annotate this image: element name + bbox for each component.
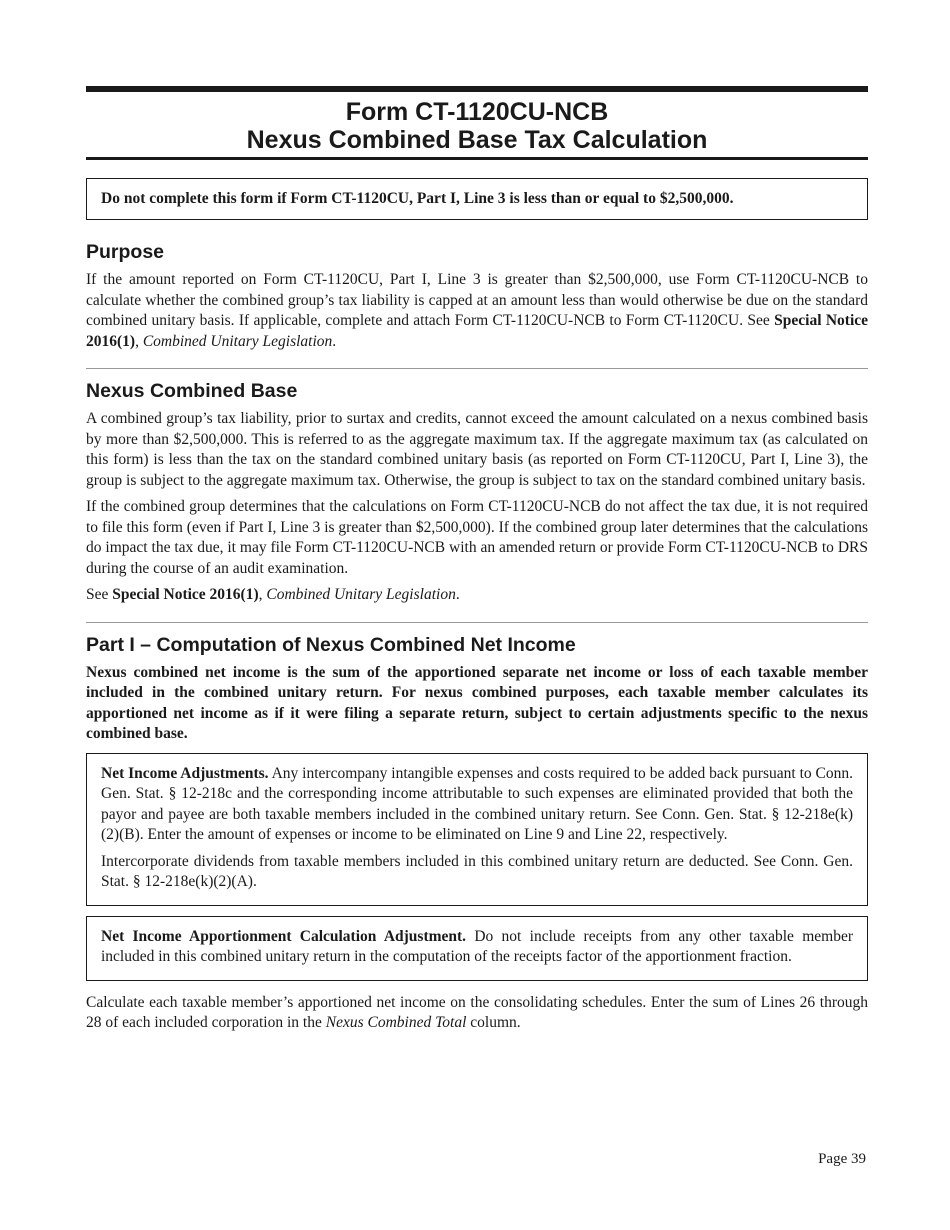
- special-notice-ref: Special Notice 2016(1): [86, 312, 869, 350]
- box1-label: Net Income Adjustments.: [101, 764, 269, 782]
- part1-intro: Nexus combined net income is the sum of the apportioned separate net income or loss of each taxable member included in the combined unitary return. For nexus combined purposes, each taxable member calculates its apportioned net income as if it were filing a separate return, subject to certain adjustments specific to the nexus combined base.: [86, 663, 868, 742]
- title-top-rule: [86, 86, 868, 92]
- box1-para-1: Net Income Adjustments. Any intercompany intangible expenses and costs required to be added back pursuant to Conn. Gen. Stat. § 12-218c and the corresponding income attributable to such expenses are eliminated provided that both the payor and payee are both taxable members included in the combined unitary return. See Conn. Gen. Stat. § 12-218e(k)(2)(B). Enter the amount of expenses or income to be eliminated on Line 9 and Line 22, respectively.: [101, 764, 853, 843]
- section-divider: [86, 622, 868, 623]
- apportionment-adjustment-box: [86, 916, 868, 981]
- legislation-title: Combined Unitary Legislation: [266, 586, 456, 603]
- legislation-title: Combined Unitary Legislation: [142, 332, 333, 350]
- purpose-heading: Purpose: [86, 241, 165, 263]
- nexus-section: [86, 379, 868, 606]
- page-title: [86, 98, 868, 154]
- nexus-para-1: A combined group’s tax liability, prior to surtax and credits, cannot exceed the amount calculated on a nexus combined basis by more than $2,500,000. This is referred to as the aggregate maximum tax. If the aggregate maximum tax (as calculated on this form) is less than the tax on the standard combined unitary basis (as reported on Form CT-1120CU, Part I, Line 3), the group is subject to the aggregate maximum tax. Otherwise, the group is subject to tax on the standard combined unitary basis.: [86, 410, 868, 489]
- section-divider: [86, 368, 868, 369]
- title-line-1: Form CT-1120CU-NCB: [345, 98, 609, 126]
- special-notice-ref: Special Notice 2016(1): [112, 586, 259, 603]
- box1-para-2: Intercorporate dividends from taxable members included in this combined unitary return are deducted. See Conn. Gen. Stat. § 12-218e(k)(2)(A).: [101, 852, 853, 890]
- nexus-heading: Nexus Combined Base: [86, 380, 298, 402]
- notice-box: Do not complete this form if Form CT-1120CU, Part I, Line 3 is less than or equal to $2,500,000.: [86, 178, 868, 220]
- net-income-adjustments-box: [86, 753, 868, 906]
- nexus-para-2: If the combined group determines that the calculations on Form CT-1120CU-NCB do not affect the tax due, it is not required to file this form (even if Part I, Line 3 is greater than $2,500,000). If the combined group later determines that the calculations do impact the tax due, it may file Form CT-1120CU-NCB with an amended return or provide Form CT-1120CU-NCB to DRS during the course of an audit examination.: [86, 498, 868, 577]
- nexus-combined-total: Nexus Combined Total: [325, 1014, 467, 1031]
- box2-para: Net Income Apportionment Calculation Adjustment. Do not include receipts from any other taxable member included in this combined unitary return in the computation of the receipts factor of the apportionment fraction.: [101, 927, 853, 965]
- nexus-see: See Special Notice 2016(1), Combined Unitary Legislation.: [86, 586, 460, 603]
- part1-closing: Calculate each taxable member’s apportioned net income on the consolidating schedules. Enter the sum of Lines 26 through 28 of each included corporation in the Nexus Combined Total column.: [86, 993, 868, 1031]
- purpose-text: If the amount reported on Form CT-1120CU, Part I, Line 3 is greater than $2,500,000, use Form CT-1120CU-NCB to calculate whether the combined group’s tax liability is capped at an amount less than would otherwise be due on the standard combined unitary basis. If applicable, complete and attach Form CT-1120CU-NCB to Form CT-1120CU. See Special Notice 2016(1), Combined Unitary Legislation.: [86, 271, 869, 350]
- part1-heading: Part I – Computation of Nexus Combined Net Income: [86, 633, 576, 656]
- page-number: Page 39: [818, 1151, 866, 1167]
- document-page: [86, 86, 868, 1034]
- purpose-section: [86, 240, 868, 352]
- title-line-2: Nexus Combined Base Tax Calculation: [246, 126, 708, 154]
- box2-label: Net Income Apportionment Calculation Adjustment.: [101, 927, 467, 945]
- title-bottom-rule: [86, 157, 868, 160]
- part1-section: [86, 633, 868, 1034]
